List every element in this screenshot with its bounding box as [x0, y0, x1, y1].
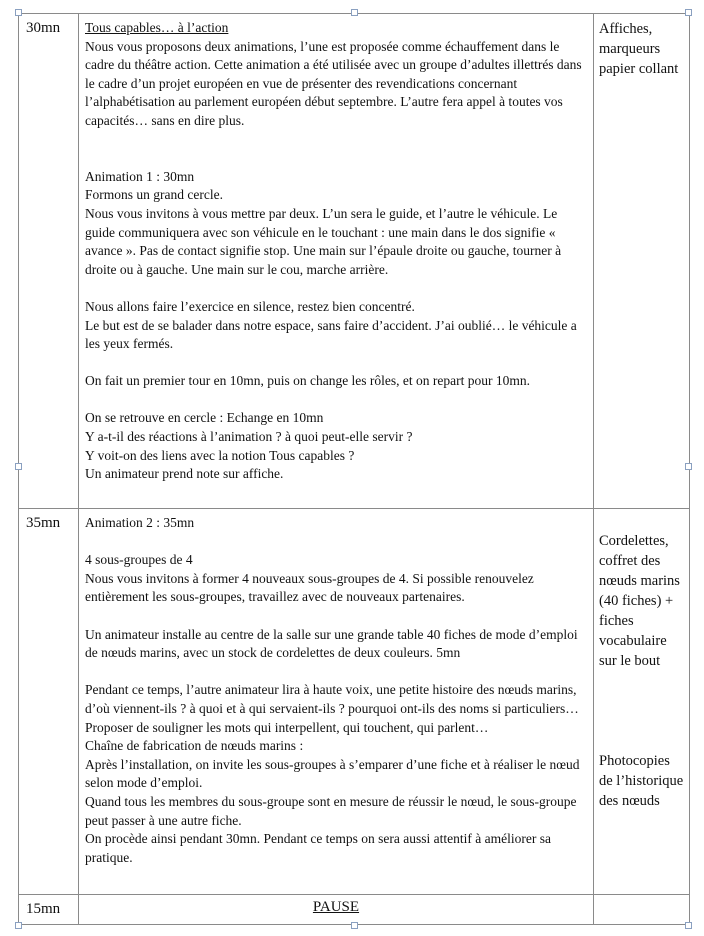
resize-handle[interactable] [15, 463, 22, 470]
empty-cell [594, 895, 690, 925]
resize-handle[interactable] [351, 9, 358, 16]
paragraph: Animation 1 : 30mn [85, 168, 195, 184]
paragraph: Chaîne de fabrication de nœuds marins : [85, 738, 304, 754]
paragraph: Formons un grand cercle. [85, 187, 223, 203]
paragraph: Le but est de se balader dans notre espace, sans faire d’accident. J’ai oublié… le véhicule a les yeux fermés. [85, 317, 577, 352]
table-row [19, 509, 690, 895]
paragraph: 4 sous-groupes de 4 [85, 552, 193, 568]
paragraph: On procède ainsi pendant 30mn. Pendant ce temps on sera aussi attentif à améliorer sa pratique. [85, 831, 551, 865]
paragraph: Un animateur installe au centre de la salle sur une grande table 40 fiches de mode d’emploi de nœuds marins, avec un stock de cordelettes de deux couleurs. 5mn [85, 626, 578, 661]
paragraph: Après l’installation, on invite les sous-groupes à s’emparer d’une fiche et à réaliser le nœud selon mode d’emploi. [85, 756, 580, 791]
duration-cell: 15mn [19, 895, 79, 925]
resize-handle[interactable] [351, 922, 358, 929]
resize-handle[interactable] [685, 463, 692, 470]
table-row [19, 895, 690, 925]
paragraph: Nous vous invitons à former 4 nouveaux sous-groupes de 4. Si possible renouvelez entièrement les sous-groupes, travaillez avec de nouveaux partenaires. [85, 570, 534, 605]
document-page [18, 13, 689, 925]
paragraph: Y voit-on des liens avec la notion Tous capables ? [85, 447, 355, 463]
paragraph: On fait un premier tour en 10mn, puis on change les rôles, et on repart pour 10mn. [85, 373, 531, 389]
duration-cell: 30mn [19, 14, 79, 509]
paragraph: Nous allons faire l’exercice en silence, restez bien concentré. [85, 298, 415, 314]
paragraph: Nous vous proposons deux animations, l’une est proposée comme échauffement dans le cadre du théâtre action. Cette animation a été utilisée avec un groupe d’adultes illettrés dans le cadre d’un projet européen en vue de présenter des revendications concernant l’alphabétisation au parlement européen début septembre. L’autre fera appel à toutes vos capacités… sans en dire plus. [85, 38, 582, 128]
activity-cell [79, 509, 594, 895]
paragraph: Pendant ce temps, l’autre animateur lira à haute voix, une petite histoire des nœuds marins, d’où viennent-ils ? à quoi et à qui servaient-ils ? pourquoi ont-ils des noms si particuliers… Proposer de souligner les mots qui interpellent, qui touchent, qui parlent… [85, 682, 579, 735]
pause-label: PAUSE [312, 899, 360, 915]
activity-cell [79, 14, 594, 509]
paragraph: Quand tous les membres du sous-groupe sont en mesure de réussir le nœud, le sous-groupe peut passer à une autre fiche. [85, 793, 577, 828]
paragraph: Y a-t-il des réactions à l’animation ? à quoi peut-elle servir ? [85, 429, 413, 445]
resize-handle[interactable] [685, 922, 692, 929]
materials-cell [594, 509, 690, 895]
resize-handle[interactable] [15, 922, 22, 929]
materials-cell [594, 14, 690, 509]
materials-text: Cordelettes, coffret des nœuds marins (40 fiches) + fiches vocabulaire sur le bout [599, 533, 680, 669]
section-title: Tous capables… à l’action [85, 20, 229, 35]
materials-text: Photocopies de l’historique des nœuds [599, 753, 684, 809]
paragraph: Nous vous invitons à vous mettre par deux. L’un sera le guide, et l’autre le véhicule. Le guide communiquera avec son véhicule en le touchant : une main dans le dos signifie « avance ». Pas de contact signifie stop. Une main sur l’épaule droite ou gauche, tourner à droite ou à gauche. Une main sur le cou, marche arrière. [85, 205, 562, 277]
table-row [19, 14, 690, 509]
paragraph: Un animateur prend note sur affiche. [85, 466, 284, 482]
resize-handle[interactable] [685, 9, 692, 16]
resize-handle[interactable] [15, 9, 22, 16]
duration-cell: 35mn [19, 509, 79, 895]
paragraph: Animation 2 : 35mn [85, 515, 195, 530]
schedule-table [18, 13, 690, 925]
paragraph: On se retrouve en cercle : Echange en 10mn [85, 410, 324, 426]
pause-cell [79, 895, 594, 925]
materials-text: Affiches, marqueurs papier collant [599, 21, 679, 77]
